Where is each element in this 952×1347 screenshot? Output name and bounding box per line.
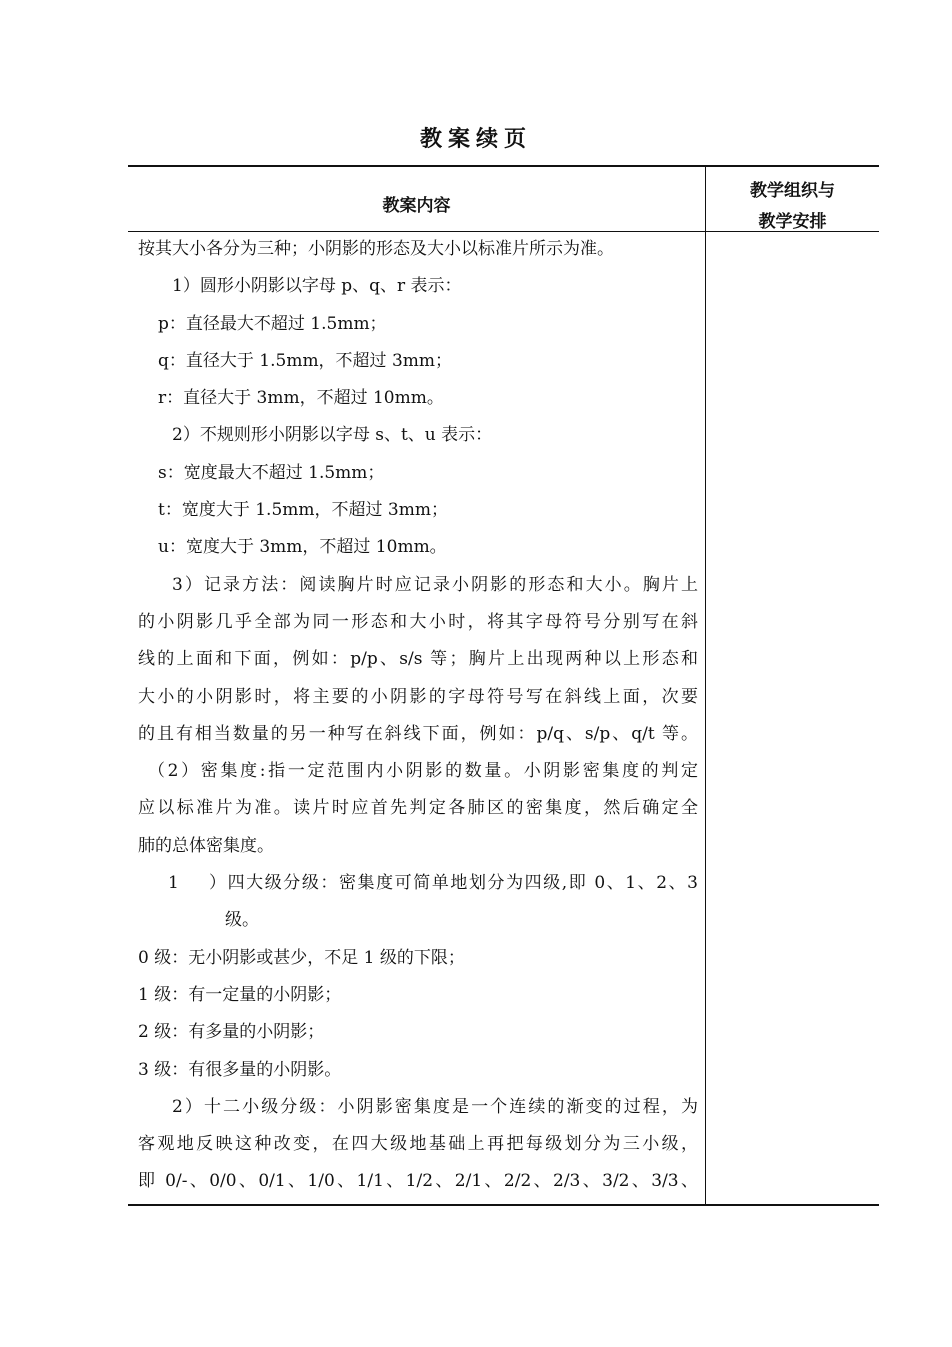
text-line: 1）圆形小阴影以字母 p、q、r 表示：	[172, 276, 462, 297]
text-line: 的且有相当数量的另一种写在斜线下面，例如：p/q、s/p、q/t 等。	[138, 723, 698, 744]
text-line: 2）不规则形小阴影以字母 s、t、u 表示：	[172, 425, 493, 446]
text-line: q：直径大于 1.5mm，不超过 3mm；	[158, 350, 453, 371]
text-line: 线的上面和下面，例如：p/p、s/s 等；胸片上出现两种以上形态和	[138, 649, 698, 670]
text-line: 按其大小各分为三种；小阴影的形态及大小以标准片所示为准。	[138, 239, 614, 259]
text-line: 0 级：无小阴影或甚少，不足 1 级的下限；	[138, 947, 465, 968]
numbered-item	[138, 865, 698, 902]
text-line: 3 级：有很多量的小阴影。	[138, 1059, 342, 1080]
item-text: 四大级分级：密集度可简单地划分为四级,即 0、1、2、3	[226, 873, 698, 894]
header-content-column: 教案内容	[382, 196, 451, 216]
text-line: 2 级：有多量的小阴影；	[138, 1022, 325, 1043]
header-org-line-2: 教学安排	[758, 212, 827, 232]
lesson-plan-table	[128, 165, 879, 1206]
lesson-content-body	[138, 231, 698, 1201]
text-line: s：宽度最大不超过 1.5mm；	[158, 462, 385, 483]
text-line: 级。	[225, 910, 259, 931]
header-organization-column	[706, 176, 879, 238]
header-org-line-1: 教学组织与	[750, 181, 835, 201]
text-line: r：直径大于 3mm，不超过 10mm。	[158, 388, 444, 409]
item-number: 1）	[168, 873, 226, 894]
document-title: 教案续页	[419, 126, 532, 152]
text-line: 肺的总体密集度。	[138, 835, 274, 856]
text-line: 即 0/-、0/0、0/1、1/0、1/1、1/2、2/1、2/2、2/3、3/2、3/3、	[138, 1171, 698, 1192]
text-line: （2）密集度:指一定范围内小阴影的数量。小阴影密集度的判定	[148, 761, 698, 782]
text-line: p：直径最大不超过 1.5mm；	[158, 313, 387, 334]
text-line: 1 级：有一定量的小阴影；	[138, 984, 342, 1005]
text-line: 应以标准片为准。读片时应首先判定各肺区的密集度，然后确定全	[138, 798, 698, 819]
text-line: 2）十二小级分级：小阴影密集度是一个连续的渐变的过程，为	[172, 1096, 698, 1117]
text-line: 3）记录方法：阅读胸片时应记录小阴影的形态和大小。胸片上	[172, 574, 698, 595]
text-line: u：宽度大于 3mm，不超过 10mm。	[158, 537, 447, 558]
text-line: t：宽度大于 1.5mm，不超过 3mm；	[158, 500, 448, 521]
text-line: 客观地反映这种改变，在四大级地基础上再把每级划分为三小级，	[138, 1134, 698, 1155]
text-line: 大小的小阴影时，将主要的小阴影的字母符号写在斜线上面，次要	[138, 686, 698, 707]
column-divider	[705, 167, 706, 1204]
text-line: 的小阴影几乎全部为同一形态和大小时，将其字母符号分别写在斜	[138, 611, 698, 632]
